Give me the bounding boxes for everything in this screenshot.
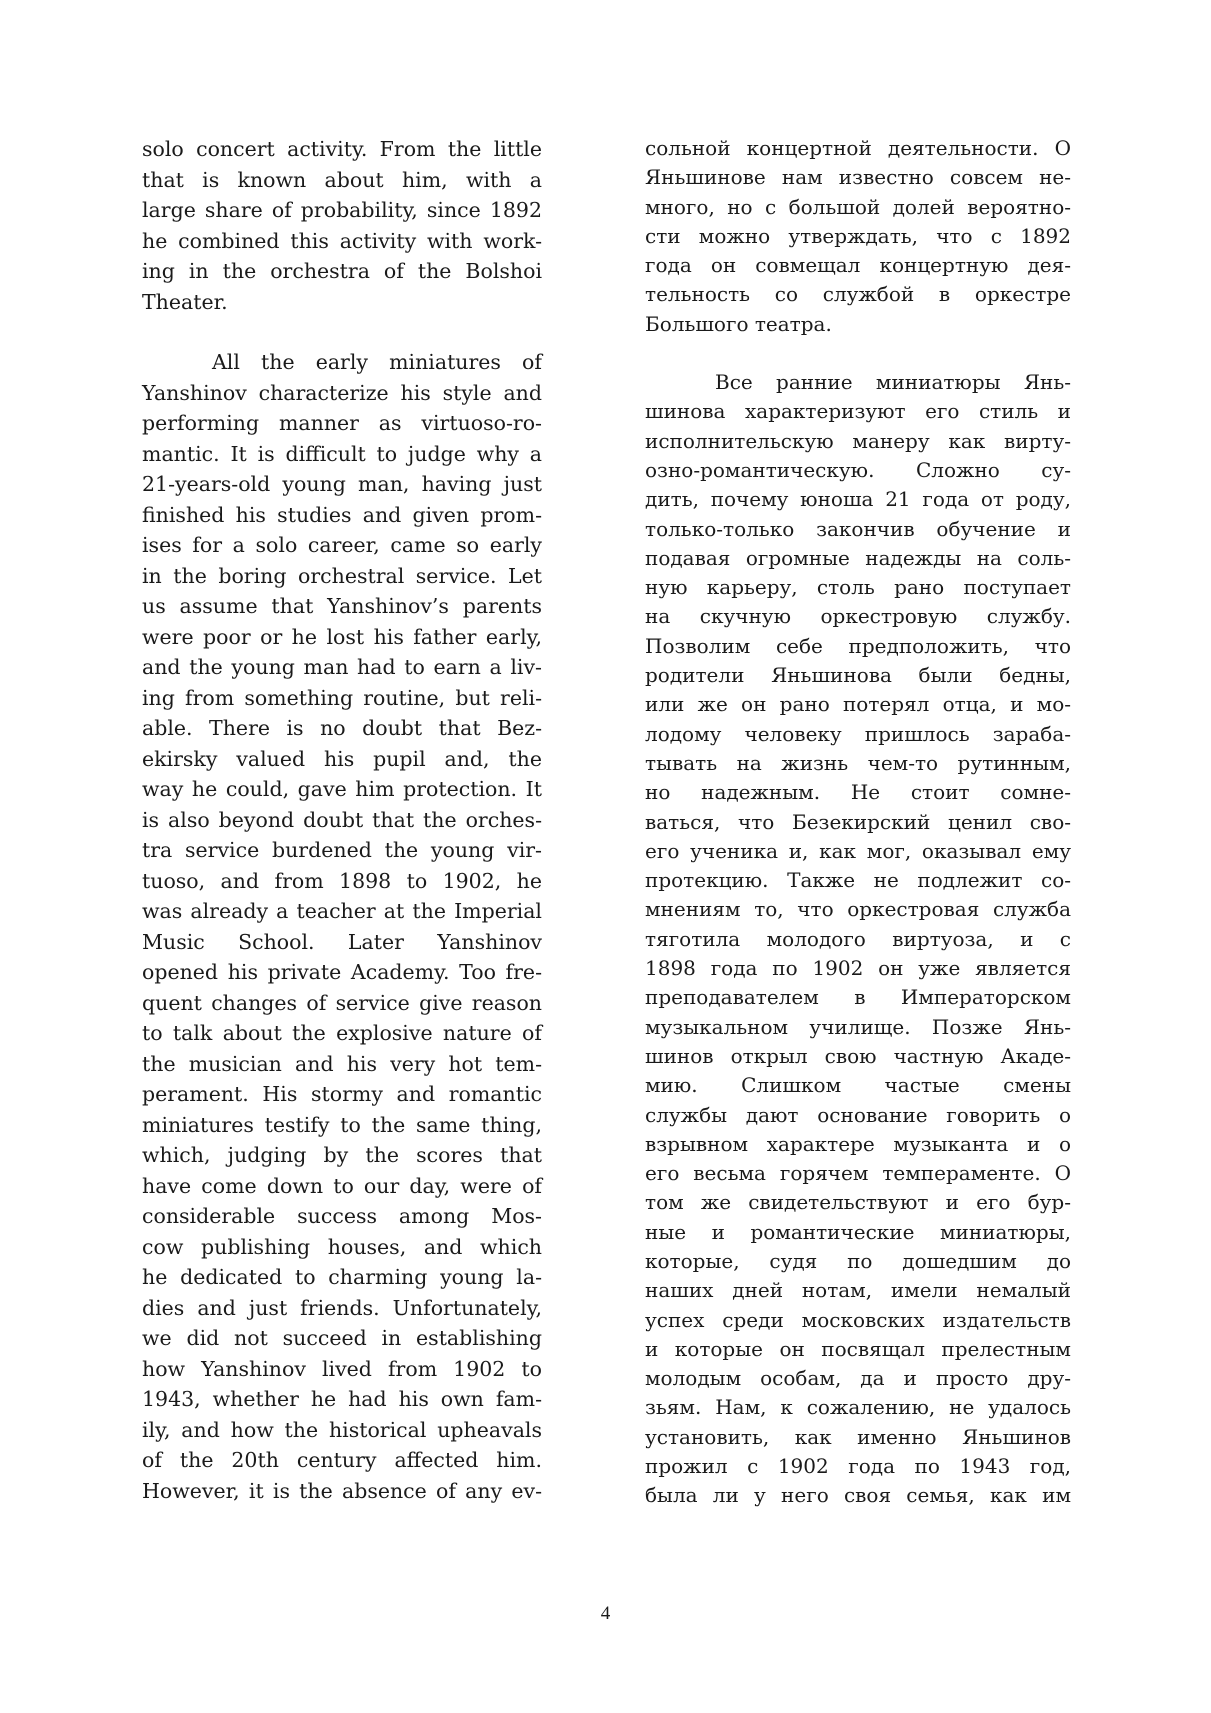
text-line: зьям. Нам, к сожалению, не удалось (645, 1395, 1071, 1420)
text-line: Яньшинове нам известно совсем не- (645, 165, 1071, 190)
text-line: наших дней нотам, имели немалый (645, 1278, 1071, 1303)
text-line: исполнительскую манеру как вирту- (645, 428, 1071, 453)
text-line: is also beyond doubt that the orches- (142, 807, 542, 832)
text-line: но надежным. Не стоит сомне- (645, 780, 1071, 805)
text-line: установить, как именно Яньшинов (645, 1424, 1071, 1449)
text-line: ную карьеру, столь рано поступает (645, 575, 1071, 600)
russian-paragraph (645, 368, 1071, 1511)
text-line: озно-романтическую. Сложно су- (645, 457, 1071, 482)
text-line: mantic. It is difficult to judge why a (142, 441, 542, 466)
text-line: или же он рано потерял отца, и мо- (645, 692, 1071, 717)
text-line: he combined this activity with work- (142, 228, 542, 253)
text-line: ekirsky valued his pupil and, the (142, 746, 542, 771)
text-line: perament. His stormy and romantic (142, 1082, 542, 1106)
text-line: considerable success among Mos- (142, 1204, 542, 1228)
english-paragraph (142, 134, 542, 317)
english-column (142, 134, 542, 1506)
text-line: which, judging by the scores that (142, 1143, 542, 1167)
text-line: and the young man had to earn a liv- (142, 655, 542, 679)
text-line: протекцию. Также не подлежит со- (645, 868, 1071, 893)
text-line: he dedicated to charming young la- (142, 1265, 542, 1289)
english-paragraph (142, 347, 542, 1506)
text-line: том же свидетельствуют и его бур- (645, 1190, 1071, 1215)
text-line: которые, судя по дошедшим до (645, 1248, 1071, 1273)
text-line: много, но с большой долей вероятно- (645, 194, 1071, 219)
text-line: However, it is the absence of any ev- (142, 1478, 542, 1503)
text-line: large share of probability, since 1892 (142, 198, 542, 222)
text-line: us assume that Yanshinov’s parents (142, 594, 542, 618)
text-line: молодым особам, да и просто дру- (645, 1366, 1071, 1391)
text-line: the musician and his very hot tem- (142, 1051, 542, 1076)
text-line: лодому человеку пришлось зараба- (645, 721, 1071, 746)
text-line: преподавателем в Императорском (645, 985, 1071, 1010)
text-line: только-только закончив обучение и (645, 516, 1071, 541)
text-line: на скучную оркестровую службу. (645, 604, 1071, 629)
text-line: ily, and how the historical upheavals (142, 1417, 542, 1442)
text-line: miniatures testify to the same thing, (142, 1112, 542, 1137)
text-line: have come down to our day, were of (142, 1173, 542, 1198)
text-line: ваться, что Безекирский ценил сво- (645, 809, 1071, 834)
text-line: мнениям то, что оркестровая служба (645, 897, 1071, 922)
text-line: opened his private Academy. Too fre- (142, 960, 542, 984)
text-line: All the early miniatures of (212, 350, 542, 374)
text-line: шинов открыл свою частную Акаде- (645, 1043, 1071, 1068)
text-line: мию. Слишком частые смены (645, 1073, 1071, 1098)
text-line: tra service burdened the young vir- (142, 838, 542, 862)
text-line: 21-years-old young man, having just (142, 472, 542, 496)
text-line: was already a teacher at the Imperial (142, 899, 542, 923)
text-line: we did not succeed in establishing (142, 1326, 542, 1350)
text-line: родители Яньшинова были бедны, (645, 663, 1071, 688)
text-line: in the boring orchestral service. Let (142, 563, 542, 588)
text-line: cow publishing houses, and which (142, 1234, 542, 1259)
text-line: Music School. Later Yanshinov (142, 929, 542, 954)
text-line: Theater. (142, 289, 228, 314)
text-line: прожил с 1902 года по 1943 год, (645, 1454, 1071, 1479)
paragraph-gap (142, 317, 542, 347)
text-line: тывать на жизнь чем-то рутинным, (645, 750, 1071, 775)
text-line: 1943, whether he had his own fam- (142, 1387, 542, 1411)
text-line: were poor or he lost his father early, (142, 624, 542, 649)
text-line: службы дают основание говорить о (645, 1102, 1071, 1127)
text-line: ные и романтические миниатюры, (645, 1219, 1071, 1244)
text-line: и которые он посвящал прелестным (645, 1336, 1071, 1361)
text-line: дить, почему юноша 21 года от роду, (645, 487, 1071, 512)
page-number: 4 (600, 1603, 611, 1624)
text-line: тяготила молодого виртуоза, и с (645, 926, 1071, 951)
text-line: quent changes of service give reason (142, 990, 542, 1015)
text-line: ises for a solo career, came so early (142, 533, 542, 557)
text-line: ing in the orchestra of the Bolshoi (142, 259, 542, 283)
text-line: успех среди московских издательств (645, 1307, 1071, 1332)
text-line: to talk about the explosive nature of (142, 1021, 542, 1045)
text-line: сольной концертной деятельности. О (645, 136, 1071, 160)
text-line: Все ранние миниатюры Янь- (715, 370, 1071, 395)
text-line: way he could, gave him protection. It (142, 777, 542, 801)
russian-paragraph (645, 134, 1071, 339)
text-line: tuoso, and from 1898 to 1902, he (142, 868, 542, 893)
russian-column (645, 134, 1071, 1511)
text-line: finished his studies and given prom- (142, 502, 542, 527)
text-line: Позволим себе предположить, что (645, 633, 1071, 658)
text-line: года он совмещал концертную дея- (645, 253, 1071, 278)
text-line: solo concert activity. From the little (142, 137, 542, 161)
paragraph-gap (645, 339, 1071, 368)
text-line: сти можно утверждать, что с 1892 (645, 223, 1071, 248)
text-line: how Yanshinov lived from 1902 to (142, 1356, 542, 1381)
text-line: performing manner as virtuoso-ro- (142, 411, 542, 435)
text-line: Yanshinov characterize his style and (142, 380, 542, 405)
text-line: музыкальном училище. Позже Янь- (645, 1014, 1071, 1039)
text-line: его ученика и, как мог, оказывал ему (645, 838, 1071, 863)
text-line: able. There is no doubt that Bez- (142, 716, 542, 740)
text-line: подавая огромные надежды на соль- (645, 545, 1071, 570)
text-line: 1898 года по 1902 он уже является (645, 956, 1071, 981)
text-line: его весьма горячем темпераменте. О (645, 1161, 1071, 1186)
text-line: взрывном характере музыканта и о (645, 1131, 1071, 1156)
text-line: тельность со службой в оркестре (645, 282, 1071, 307)
text-line: that is known about him, with a (142, 167, 542, 192)
text-line: была ли у него своя семья, как им (645, 1483, 1071, 1508)
text-line: Большого театра. (645, 311, 832, 336)
text-line: шинова характеризуют его стиль и (645, 399, 1071, 424)
text-line: dies and just friends. Unfortunately, (142, 1295, 542, 1320)
text-line: of the 20th century affected him. (142, 1448, 542, 1472)
text-line: ing from something routine, but reli- (142, 685, 542, 710)
